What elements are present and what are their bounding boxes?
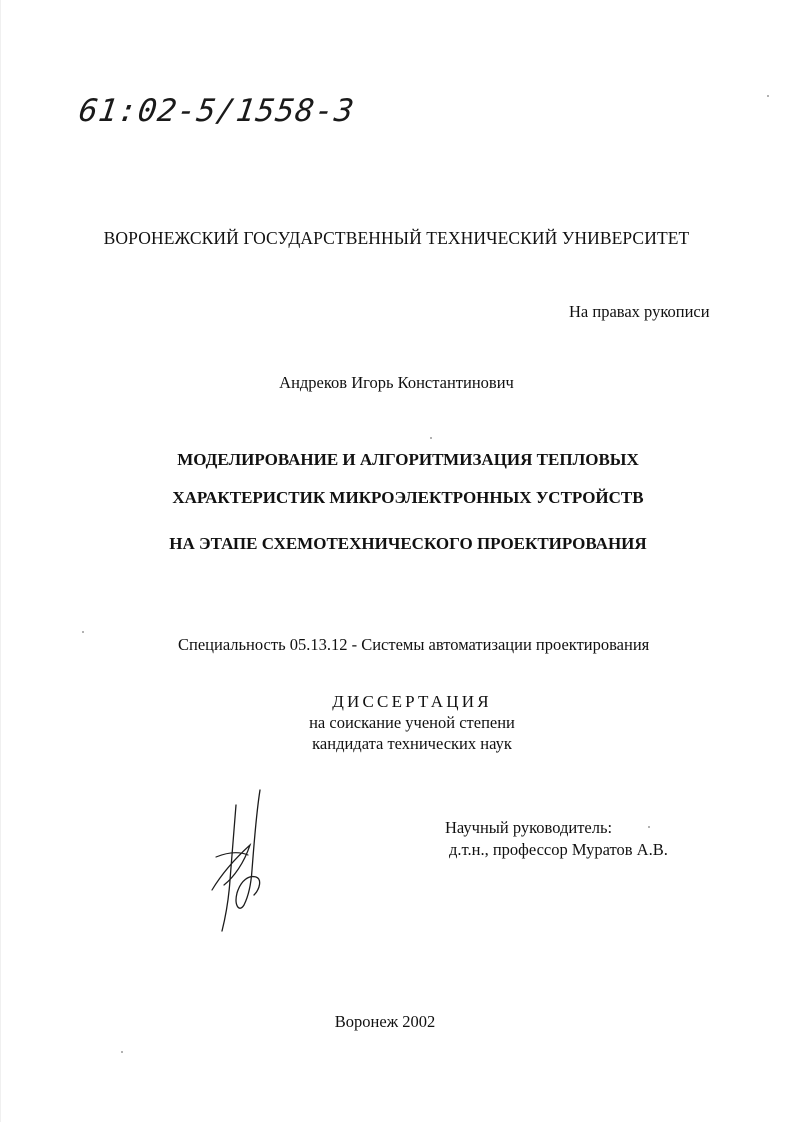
- supervisor-label: Научный руководитель:: [445, 818, 613, 837]
- degree-line-1: на соискание ученой степени: [309, 713, 515, 732]
- scan-speck: [648, 826, 650, 828]
- supervisor-name: д.т.н., профессор Муратов А.В.: [449, 840, 668, 859]
- scan-speck: [430, 437, 432, 439]
- city-year: Воронеж 2002: [334, 1012, 436, 1031]
- scan-speck: [82, 631, 84, 633]
- manuscript-rights-note: На правах рукописи: [569, 302, 710, 321]
- university-name: ВОРОНЕЖСКИЙ ГОСУДАРСТВЕННЫЙ ТЕХНИЧЕСКИЙ УНИВЕРСИТЕТ: [103, 228, 690, 248]
- signature-icon: [204, 785, 284, 935]
- author-name: Андреков Игорь Константинович: [279, 373, 514, 392]
- thesis-title-line-2: ХАРАКТЕРИСТИК МИКРОЭЛЕКТРОННЫХ УСТРОЙСТВ: [172, 488, 644, 507]
- scan-speck: [767, 95, 769, 97]
- dissertation-heading: ДИССЕРТАЦИЯ: [332, 692, 492, 711]
- thesis-title-line-1: МОДЕЛИРОВАНИЕ И АЛГОРИТМИЗАЦИЯ ТЕПЛОВЫХ: [177, 450, 639, 469]
- handwritten-archive-code: 61:02-5/1558-3: [76, 93, 357, 129]
- specialty-line: Специальность 05.13.12 - Системы автоматизации проектирования: [178, 635, 650, 654]
- thesis-title-line-3: НА ЭТАПЕ СХЕМОТЕХНИЧЕСКОГО ПРОЕКТИРОВАНИЯ: [169, 534, 647, 553]
- scan-speck: [121, 1051, 123, 1053]
- degree-line-2: кандидата технических наук: [312, 734, 512, 753]
